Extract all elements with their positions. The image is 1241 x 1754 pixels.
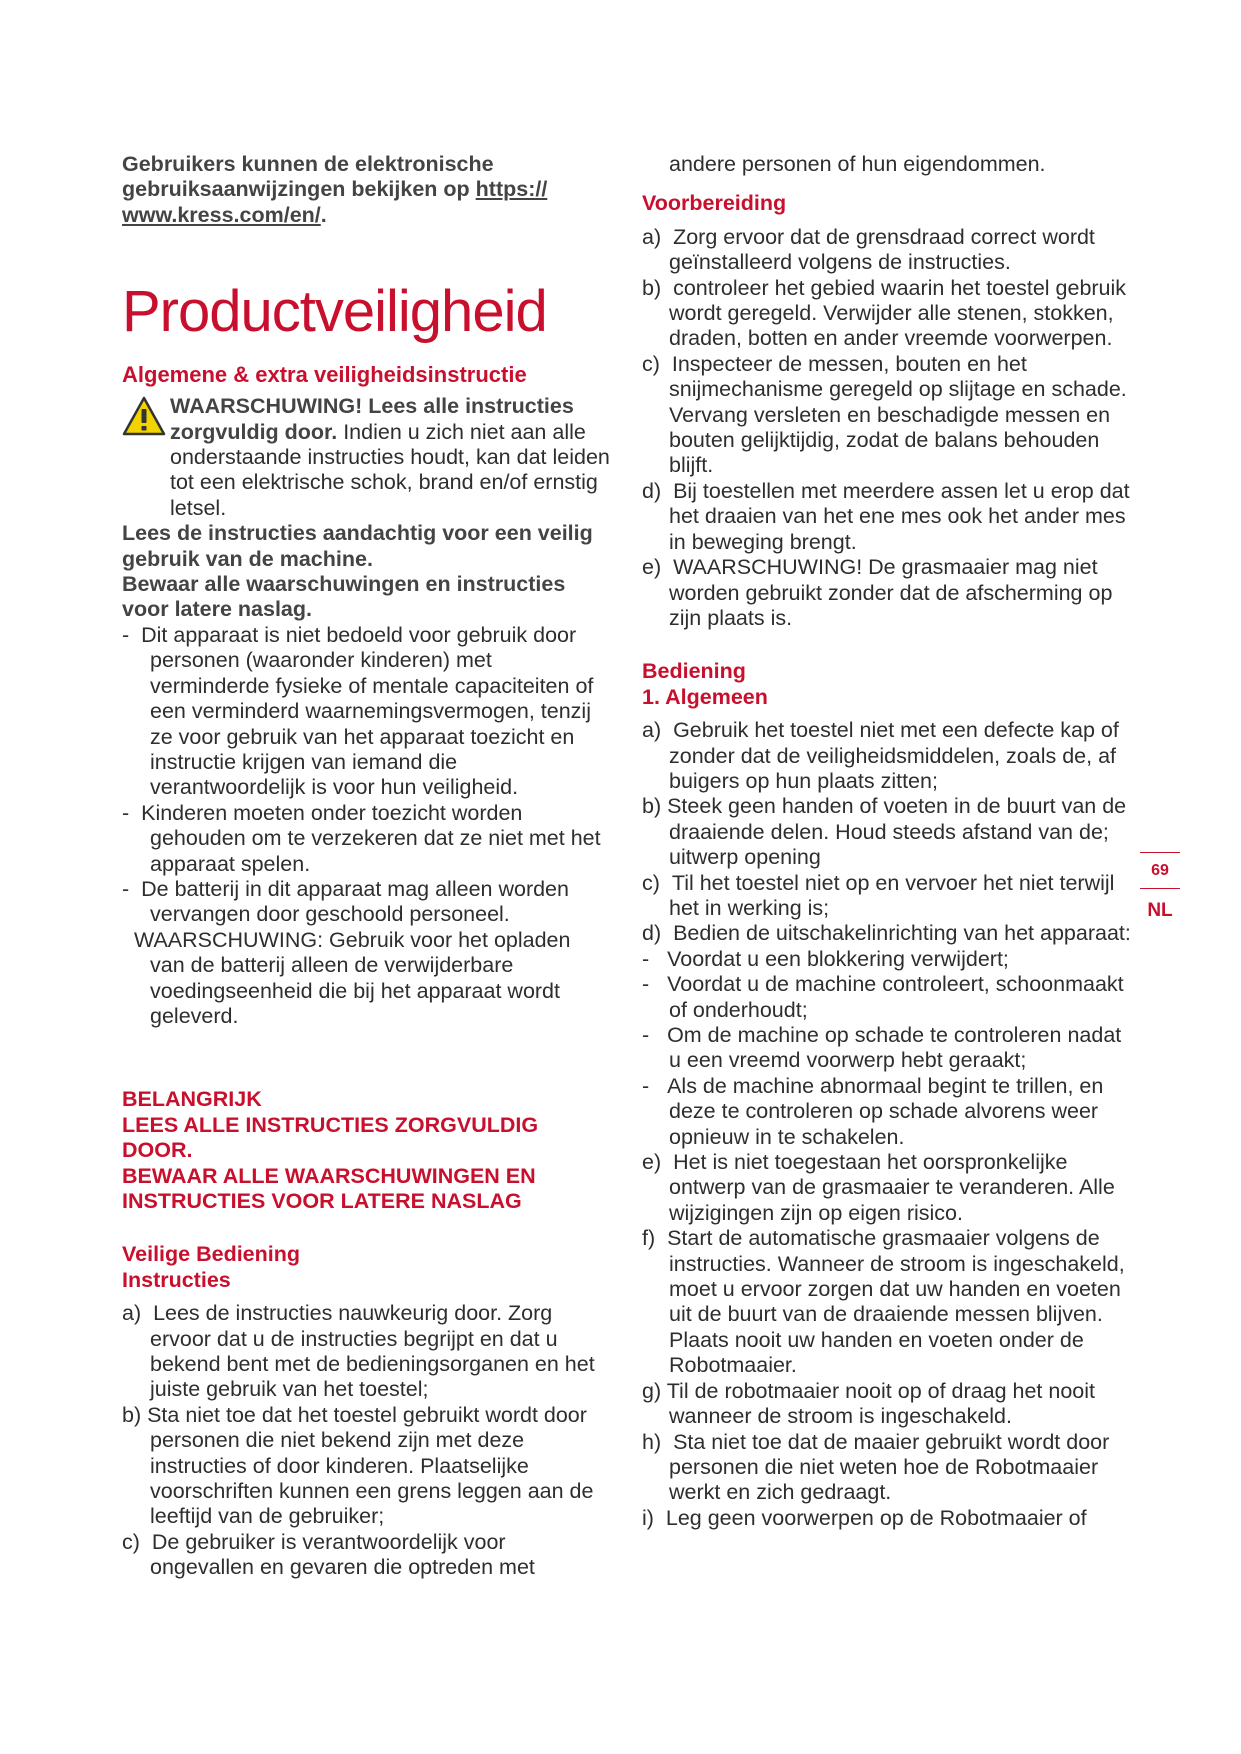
list-item: - De batterij in dit apparaat mag alleen worden vervangen door geschoold personeel.: [122, 876, 569, 927]
read-instructions-note: Lees de instructies aandachtig voor een veilig gebruik van de machine.: [122, 521, 593, 571]
list-item: WAARSCHUWING: Gebruik voor het opladen van de batterij alleen de verwijderbare voedingseenheid die bij het apparaat wordt geleverd.: [122, 927, 571, 1028]
warning-block: [122, 394, 610, 521]
instructions-heading: Instructies: [122, 1267, 231, 1292]
page-number: 69: [1151, 862, 1169, 879]
list-item: d) Bij toestellen met meerdere assen let u erop dat het draaien van het ene mes ook het ander mes in beweging brengt.: [642, 478, 1130, 554]
warning-bold-text: WAARSCHUWING! Lees alle instructies zorgvuldig door.: [170, 394, 574, 444]
page-number-rule-top: [1140, 852, 1180, 853]
general-subheading: 1. Algemeen: [642, 684, 768, 709]
list-item: b) Sta niet toe dat het toestel gebruikt wordt door personen die niet bekend zijn met deze instructies of door kinderen. Plaatselijke voorschriften kunnen een grens leggen aan de leeftijd van de gebruiker;: [122, 1402, 594, 1529]
list-item: c) De gebruiker is verantwoordelijk voor ongevallen en gevaren die optreden met: [122, 1529, 535, 1580]
safe-operation-heading: Veilige Bediening: [122, 1242, 301, 1267]
list-item: - Kinderen moeten onder toezicht worden gehouden om te verzekeren dat ze niet met het apparaat spelen.: [122, 800, 601, 876]
right-column: [642, 152, 1132, 1531]
list-item: e) WAARSCHUWING! De grasmaaier mag niet worden gebruikt zonder dat de afscherming op zijn plaats is.: [642, 555, 1113, 630]
intro-paragraph: [122, 152, 610, 228]
warning-triangle-icon: [122, 396, 166, 436]
page-title: Productveiligheid: [122, 279, 547, 345]
list-item: e) Het is niet toegestaan het oorspronkelijke ontwerp van de grasmaaier te veranderen. Alle wijzigingen zijn op eigen risico.: [642, 1150, 1115, 1225]
warning-paragraph: [122, 394, 610, 521]
section-heading-general-safety: Algemene & extra veiligheidsinstructie: [122, 362, 527, 388]
list-item: h) Sta niet toe dat de maaier gebruikt wordt door personen die niet weten hoe de Robotmaaier werkt en zich gedraagt.: [642, 1429, 1110, 1505]
list-item: a) Zorg ervoor dat de grensdraad correct wordt geïnstalleerd volgens de instructies.: [642, 224, 1095, 275]
keep-instructions-note: Bewaar alle waarschuwingen en instructies voor latere naslag.: [122, 572, 566, 622]
list-item: b) controleer het gebied waarin het toestel gebruik wordt geregeld. Verwijder alle stenen, stokken, draden, botten en ander vreemde voorwerpen.: [642, 275, 1127, 351]
important-heading: BELANGRIJK: [122, 1087, 262, 1112]
list-item: f) Start de automatische grasmaaier volgens de instructies. Wanneer de stroom is ingeschakeld, moet u ervoor zorgen dat uw handen en voeten uit de buurt van de draaiende messen blijven. Plaats nooit uw handen en voeten onder de Robotmaaier.: [642, 1226, 1125, 1378]
operation-heading: Bediening: [642, 659, 746, 684]
list-item: g) Til de robotmaaier nooit op of draag het nooit wanneer de stroom is ingeschakeld.: [642, 1378, 1095, 1429]
intro-text: Gebruikers kunnen de elektronische gebruiksaanwijzingen bekijken op: [122, 152, 494, 202]
list-item: a) Gebruik het toestel niet met een defecte kap of zonder dat de veiligheidsmiddelen, zoals de, af buigers op hun plaats zitten;: [642, 718, 1119, 793]
intro-end: .: [320, 202, 327, 227]
list-item: - Voordat u een blokkering verwijdert;: [642, 946, 1009, 971]
list-item: - Om de machine op schade te controleren nadat u een vreemd voorwerp hebt geraakt;: [642, 1023, 1122, 1073]
list-item: c) Inspecteer de messen, bouten en het snijmechanisme geregeld op slijtage en schade. Vervang versleten en beschadigde messen en bouten gelijktijdig, zodat de balans behouden blijft.: [642, 351, 1127, 478]
list-item: - Dit apparaat is niet bedoeld voor gebruik door personen (waaronder kinderen) met verminderde fysieke of mentale capaciteiten of een verminderd waarnemingsvermogen, tenzij ze voor gebruik van het apparaat toezicht en instructie krijgen van iemand die verantwoordelijk is voor hun veiligheid.: [122, 622, 594, 800]
list-item: - Voordat u de machine controleert, schoonmaakt of onderhoudt;: [642, 972, 1124, 1022]
list-item: c) Til het toestel niet op en vervoer het niet terwijl het in werking is;: [642, 870, 1115, 920]
important-line: BEWAAR ALLE WAARSCHUWINGEN EN INSTRUCTIES VOOR LATERE NASLAG: [122, 1163, 536, 1213]
language-tab: NL: [1147, 900, 1173, 921]
continuation-text: andere personen of hun eigendommen.: [669, 152, 1046, 176]
list-item: i) Leg geen voorwerpen op de Robotmaaier of: [642, 1505, 1087, 1530]
list-item: a) Lees de instructies nauwkeurig door. Zorg ervoor dat u de instructies begrijpt en dat u bekend bent met de bedieningsorganen en het juiste gebruik van het toestel;: [122, 1301, 595, 1402]
preparation-heading: Voorbereiding: [642, 191, 787, 216]
manual-link[interactable]: https://​www.kress.com/en/: [122, 177, 548, 227]
list-item: d) Bedien de uitschakelinrichting van het apparaat:: [642, 921, 1131, 946]
important-line: LEES ALLE INSTRUCTIES ZORGVULDIG DOOR.: [122, 1112, 539, 1163]
page-number-rule-bottom: [1140, 888, 1180, 889]
warning-text: Indien u zich niet aan alle onderstaande instructies houdt, kan dat leiden tot een elektrische schok, brand en/of ernstig letsel.: [170, 419, 610, 520]
list-item: b) Steek geen handen of voeten in de buurt van de draaiende delen. Houd steeds afstand van de; uitwerp opening: [642, 794, 1127, 870]
list-item: - Als de machine abnormaal begint te trillen, en deze te controleren op schade alvorens weer opnieuw in te schakelen.: [642, 1073, 1104, 1149]
left-column: [122, 152, 610, 1581]
